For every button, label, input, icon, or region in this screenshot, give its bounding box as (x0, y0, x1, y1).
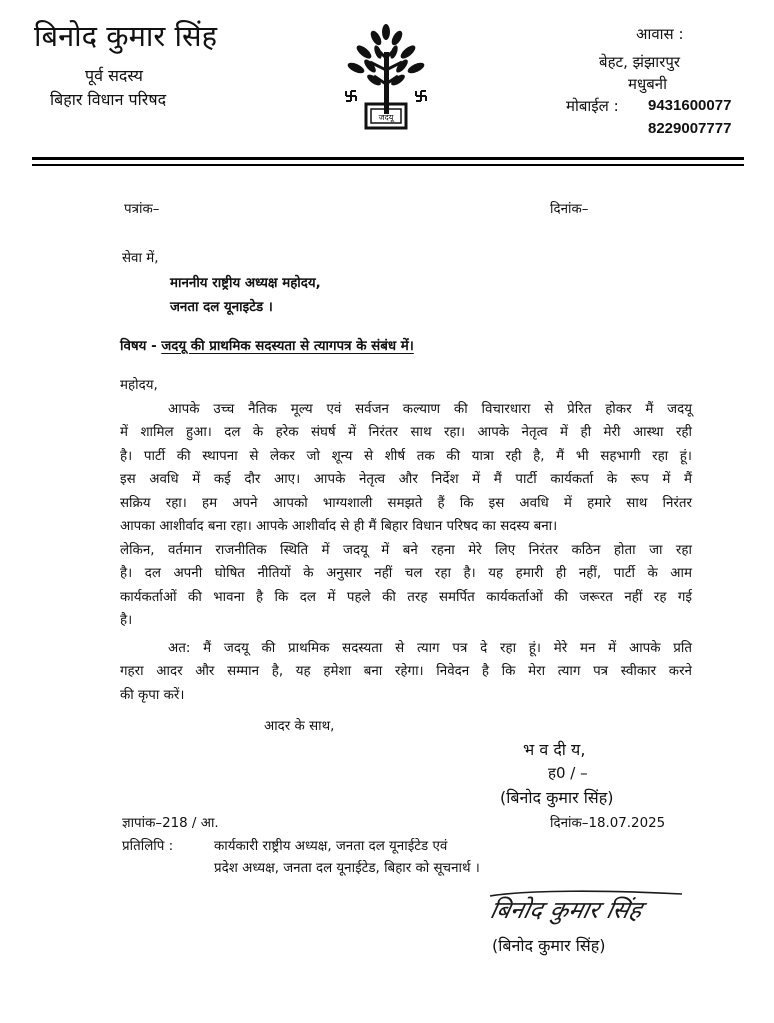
letterhead-rule-bottom (32, 164, 744, 166)
body-para1-line2: में शामिल हुआ। दल के हरेक संघर्ष में निरंतर साथ रहा। आपके नेतृत्व में ही मेरी आस्था रही (120, 425, 692, 440)
body-para1-line3: है। पार्टी की स्थापना से लेकर जो शून्य से शीर्ष तक की यात्रा रही है, मैं भी सहभागी रहा हूं। (120, 448, 692, 464)
letterhead-council: बिहार विधान परिषद (50, 90, 167, 109)
pratilipi-line2: प्रदेश अध्यक्ष, जनता दल यूनाईटेड, बिहार को सूचनार्थ । (214, 861, 480, 876)
subject-label: विषय - (120, 339, 157, 354)
emblem-text: जदयू (378, 113, 394, 122)
letterhead-designation: पूर्व सदस्य (85, 66, 143, 85)
dispatch-date: दिनांक–18.07.2025 (550, 816, 666, 831)
address-line2: मधुबनी (628, 75, 667, 93)
patrank: पत्रांक– (124, 202, 160, 217)
handwritten-signature (486, 884, 686, 934)
body-para1-line1: आपके उच्च नैतिक मूल्य एवं सर्वजन कल्याण की विचारधारा से प्रेरित होकर मैं जदयू (168, 401, 692, 417)
body-para3-line3: की कृपा करें। (120, 687, 185, 703)
address-label: आवास : (636, 25, 684, 43)
mobile-number-2: 8229007777 (648, 120, 732, 137)
party-arrow-tree-emblem-icon (340, 22, 432, 134)
gyapank: ज्ञापांक–218 / आ. (122, 816, 219, 831)
bhavdiya: भ व दी य, (523, 740, 586, 759)
salutation: महोदय, (120, 378, 158, 393)
address-line1: बेहट, झंझारपुर (599, 53, 680, 71)
body-para2-line1: लेकिन, वर्तमान राजनीतिक स्थिति में जदयू में बने रहना मेरे लिए निरंतर कठिन होता जा रहा (120, 542, 692, 558)
body-para1-line6: आपका आशीर्वाद बना रहा। आपके आशीर्वाद से ही मैं बिहार विधान परिषद का सदस्य बना। (120, 519, 558, 534)
letter-body (120, 374, 692, 707)
mobile-label: मोबाईल : (566, 97, 619, 115)
letterhead-rule-top (32, 157, 744, 160)
mobile-number-1: 9431600077 (648, 97, 732, 114)
dinank: दिनांक– (550, 202, 589, 217)
body-para3-line2: गहरा आदर और सम्मान है, यह हमेशा बना रहेगा। निवेदन है कि मेरा त्याग पत्र स्वीकार करने (120, 664, 692, 679)
body-para2-line4: है। (120, 613, 133, 628)
body-para3-line1: अत: मैं जदयू की प्राथमिक सदस्यता से त्याग पत्र दे रहा हूं। मेरे मन में आपके प्रति (168, 640, 692, 656)
seva-mein: सेवा में, (122, 251, 159, 266)
body-para1-line5: सक्रिय रहा। हम अपने आपको भाग्यशाली समझते हैं कि इस अवधि में हमारे साथ निरंतर (120, 495, 692, 511)
body-para2-line3: कार्यकर्ताओं की भावना है कि दल में पहले की तरह समर्पित कार्यकर्ताओं की जरूरत नहीं रह गई (120, 589, 692, 605)
signoff-name: (बिनोद कुमार सिंह) (500, 788, 614, 807)
ha-mark: ह0 / – (548, 764, 588, 782)
closing: आदर के साथ, (264, 719, 335, 734)
signer-name: (बिनोद कुमार सिंह) (492, 936, 606, 955)
pratilipi-label: प्रतिलिपि : (122, 839, 174, 854)
recipient-line2: जनता दल यूनाइटेड । (170, 300, 273, 315)
recipient-line1: माननीय राष्ट्रीय अध्यक्ष महोदय, (170, 276, 321, 291)
letterhead-name: बिनोद कुमार सिंह (34, 19, 218, 53)
subject-text: जदयू की प्राथमिक सदस्यता से त्यागपत्र के संबंध में। (161, 339, 414, 354)
body-para1-line4: इस अवधि में कई दौर आए। आपके नेतृत्व और निर्देश में मैं पार्टी कार्यकर्ता के रूप में मैं (120, 472, 692, 487)
subject (120, 336, 414, 354)
body-para2-line2: है। दल अपनी घोषित नीतियों के अनुसार नहीं चल रहा है। यह हमारी ही नहीं, पार्टी के आम (120, 566, 692, 581)
pratilipi-line1: कार्यकारी राष्ट्रीय अध्यक्ष, जनता दल यूनाईटेड एवं (214, 839, 448, 854)
signature-text: बिनोद कुमार सिंह (487, 895, 645, 924)
